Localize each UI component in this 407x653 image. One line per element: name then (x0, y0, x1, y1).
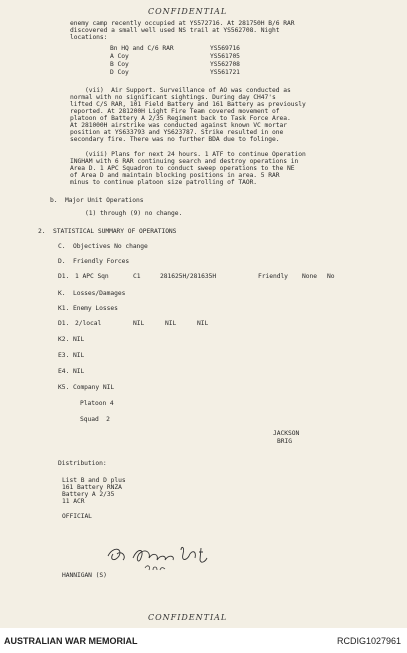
para-intro-line-1: discovered a small well used NS trail at YS562708. Night (70, 27, 280, 34)
para-vii-line-1: normal with no significant sightings. During day CH47's (70, 94, 276, 101)
section-b-text: (1) through (9) no change. (85, 210, 183, 217)
footer-institution: AUSTRALIAN WAR MEMORIAL (4, 636, 138, 646)
para-vii-line-2: lifted C/S RAR, 101 Field Battery and 161 Battery as previously (70, 101, 306, 108)
archive-footer (0, 628, 407, 653)
location-grid: YS569716 (210, 45, 240, 52)
item-e3: E3. NIL (58, 352, 85, 359)
item-d1b-label: D1. (58, 320, 70, 327)
official-label: OFFICIAL (62, 513, 92, 520)
item-d: D. Friendly Forces (58, 258, 130, 265)
handwritten-signature (105, 540, 235, 578)
para-intro-line-2: locations: (70, 34, 108, 41)
location-grid: YS561705 (210, 53, 240, 60)
item-d1-code: C1 (133, 273, 141, 280)
item-d1b-v3: NIL (197, 320, 209, 327)
classification-top: CONFIDENTIAL (148, 7, 228, 16)
official-name: HANNIGAN (S) (62, 572, 107, 579)
item-k2: K2. NIL (58, 336, 85, 343)
location-unit: D Coy (110, 69, 129, 76)
item-d1-forces: Friendly (258, 273, 288, 280)
para-intro-line-0: enemy camp recently occupied at YS572716. At 281750H B/6 RAR (70, 20, 295, 27)
item-k: K. Losses/Damages (58, 290, 126, 297)
signature-name: JACKSON (273, 430, 300, 437)
item-k1: K1. Enemy Losses (58, 305, 118, 312)
distribution-line: Battery A 2/35 (62, 491, 115, 498)
item-e4: E4. NIL (58, 368, 85, 375)
distribution-line: 11 ACR (62, 498, 85, 505)
item-d1-dtg: 281625H/281635H (160, 273, 217, 280)
para-viii-line-3: of Area D and maintain blocking positions in area. 5 RAR (70, 172, 280, 179)
para-vii-line-0: (vii) Air Support. Surveillance of AO was conducted as (85, 87, 291, 94)
para-viii-line-0: (viii) Plans for next 24 hours. 1 ATF to continue Operation (85, 151, 306, 158)
item-c: C. Objectives No change (58, 243, 148, 250)
item-k5: K5. Company NIL (58, 384, 115, 391)
distribution-line: 161 Battery RNZA (62, 484, 122, 491)
para-viii-line-4: minus to continue platoon size patrolling of TAOR. (70, 179, 258, 186)
section-b-title: b. Major Unit Operations (50, 197, 144, 204)
location-unit: Bn HQ and C/6 RAR (110, 45, 174, 52)
distribution-line: List B and D plus (62, 477, 126, 484)
item-d1-label: D1. (58, 273, 70, 280)
signature-rank: BRIG (277, 438, 292, 445)
item-d1b-v2: NIL (165, 320, 177, 327)
location-grid: YS561721 (210, 69, 240, 76)
section-2-title: 2. STATISTICAL SUMMARY OF OPERATIONS (38, 228, 177, 235)
location-unit: B Coy (110, 61, 129, 68)
para-vii-line-5: At 281000H airstrike was conducted against known VC mortar (70, 122, 287, 129)
location-grid: YS562708 (210, 61, 240, 68)
item-d1-col2: No (327, 273, 335, 280)
classification-bottom: CONFIDENTIAL (148, 613, 228, 622)
para-viii-line-1: INGHAM with 6 RAR continuing search and destroy operations in (70, 158, 299, 165)
distribution-title: Distribution: (58, 460, 107, 467)
footer-record-id: RCDIG1027961 (336, 636, 401, 646)
item-platoon: Platoon 4 (80, 400, 114, 407)
item-d1b-item: 2/local (75, 320, 102, 327)
item-squad: Squad 2 (80, 416, 110, 423)
para-vii-line-4: platoon of Battery A 2/35 Regiment back to Task Force Area. (70, 115, 291, 122)
location-unit: A Coy (110, 53, 129, 60)
para-vii-line-6: position at YS633793 and YS623787. Strike resulted in one (70, 129, 284, 136)
item-d1-unit: 1 APC Sqn (75, 273, 109, 280)
para-vii-line-3: reported. At 281200H Light Fire Team covered movement of (70, 108, 280, 115)
item-d1b-v1: NIL (133, 320, 145, 327)
para-viii-line-2: Area D. 1 APC Squadron to conduct sweep operations to the NE (70, 165, 295, 172)
item-d1-col1: None (302, 273, 317, 280)
para-vii-line-7: secondary fire. There was no further BDA due to folinge. (70, 136, 280, 143)
